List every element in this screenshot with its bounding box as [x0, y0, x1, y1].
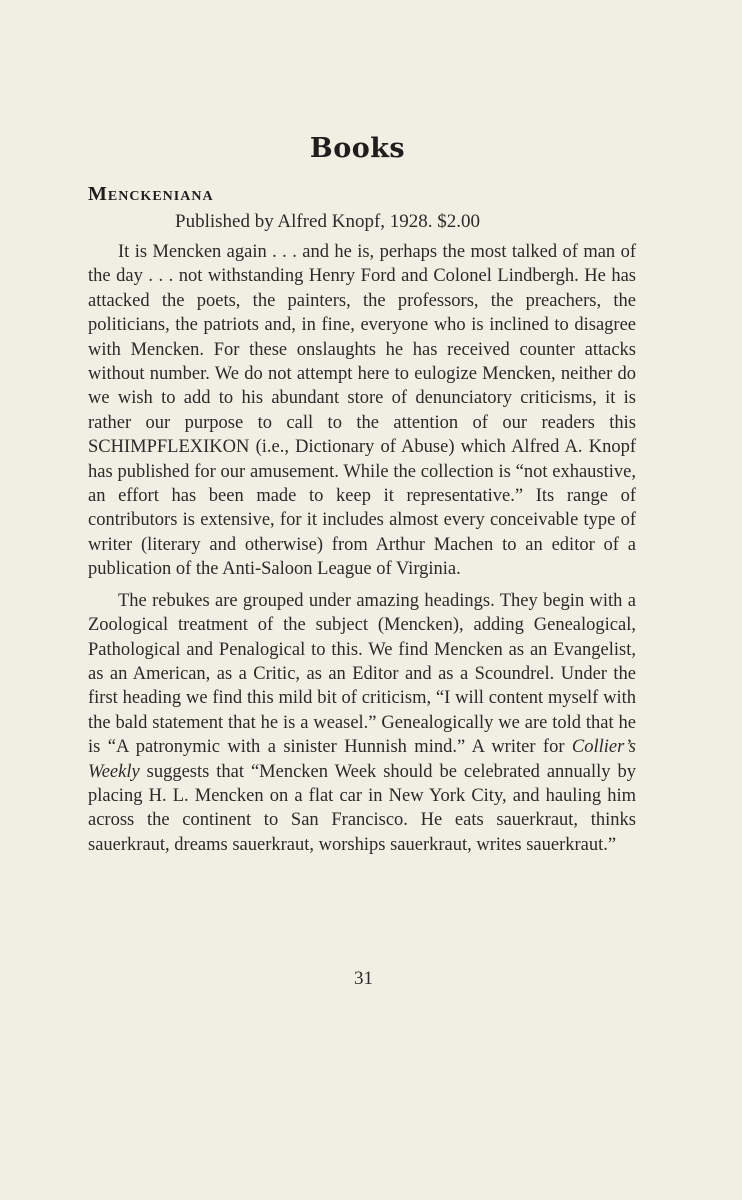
paragraph-2-text-end: suggests that “Mencken Week should be celebrated annually by placing H. L. Mencken on a flat car in New York City, and hauling him across the continent to San Francisco. He eats sauerkraut, thinks sauerkraut, dreams sauerkraut, worships sauerkraut, writes sauerkraut.”: [88, 761, 636, 855]
paragraph-2: [88, 589, 636, 857]
paragraph-2-text-start: The rebukes are grouped under amazing headings. They begin with a Zoological treatment of the subject (Mencken), adding Genealogical, Pathological and Penalogical to this. We find Mencken as an Evangelist, as an American, as a Critic, as an Editor and as a Scoundrel. Under the first heading we find this mild bit of criticism, “I will content myself with the bald statement that he is a weasel.” Genealogically we are told that he is “A patronymic with a sinister Hunnish mind.” A writer for: [88, 590, 636, 758]
section-title: Books: [309, 133, 406, 164]
publication-line: Published by Alfred Knopf, 1928. $2.00: [175, 211, 481, 232]
magazine-title: Collier’s Weekly: [88, 737, 636, 782]
paragraph-1: It is Mencken again . . . and he is, perhaps the most talked of man of the day . . . not withstanding Henry Ford and Colonel Lindbergh. He has attacked the poets, the painters, the professors, the preachers, the politicians, the patriots and, in fine, everyone who is inclined to disagree with Mencken. For these onslaughts he has received counter attacks without number. We do not attempt here to eulogize Mencken, neither do we wish to add to his abundant store of denunciatory criticisms, it is rather our purpose to call to the attention of our readers this SCHIMPFLEXIKON (i.e., Dictionary of Abuse) which Alfred A. Knopf has published for our amusement. While the collection is “not exhaustive, an effort has been made to keep it representative.” Its range of contributors is extensive, for it includes almost every conceivable type of writer (literary and otherwise) from Arthur Machen to an editor of a publication of the Anti-Saloon League of Virginia.: [88, 242, 636, 580]
page-number: 31: [354, 968, 373, 989]
review-body: [88, 240, 636, 857]
book-title: Menckeniana: [88, 183, 214, 205]
